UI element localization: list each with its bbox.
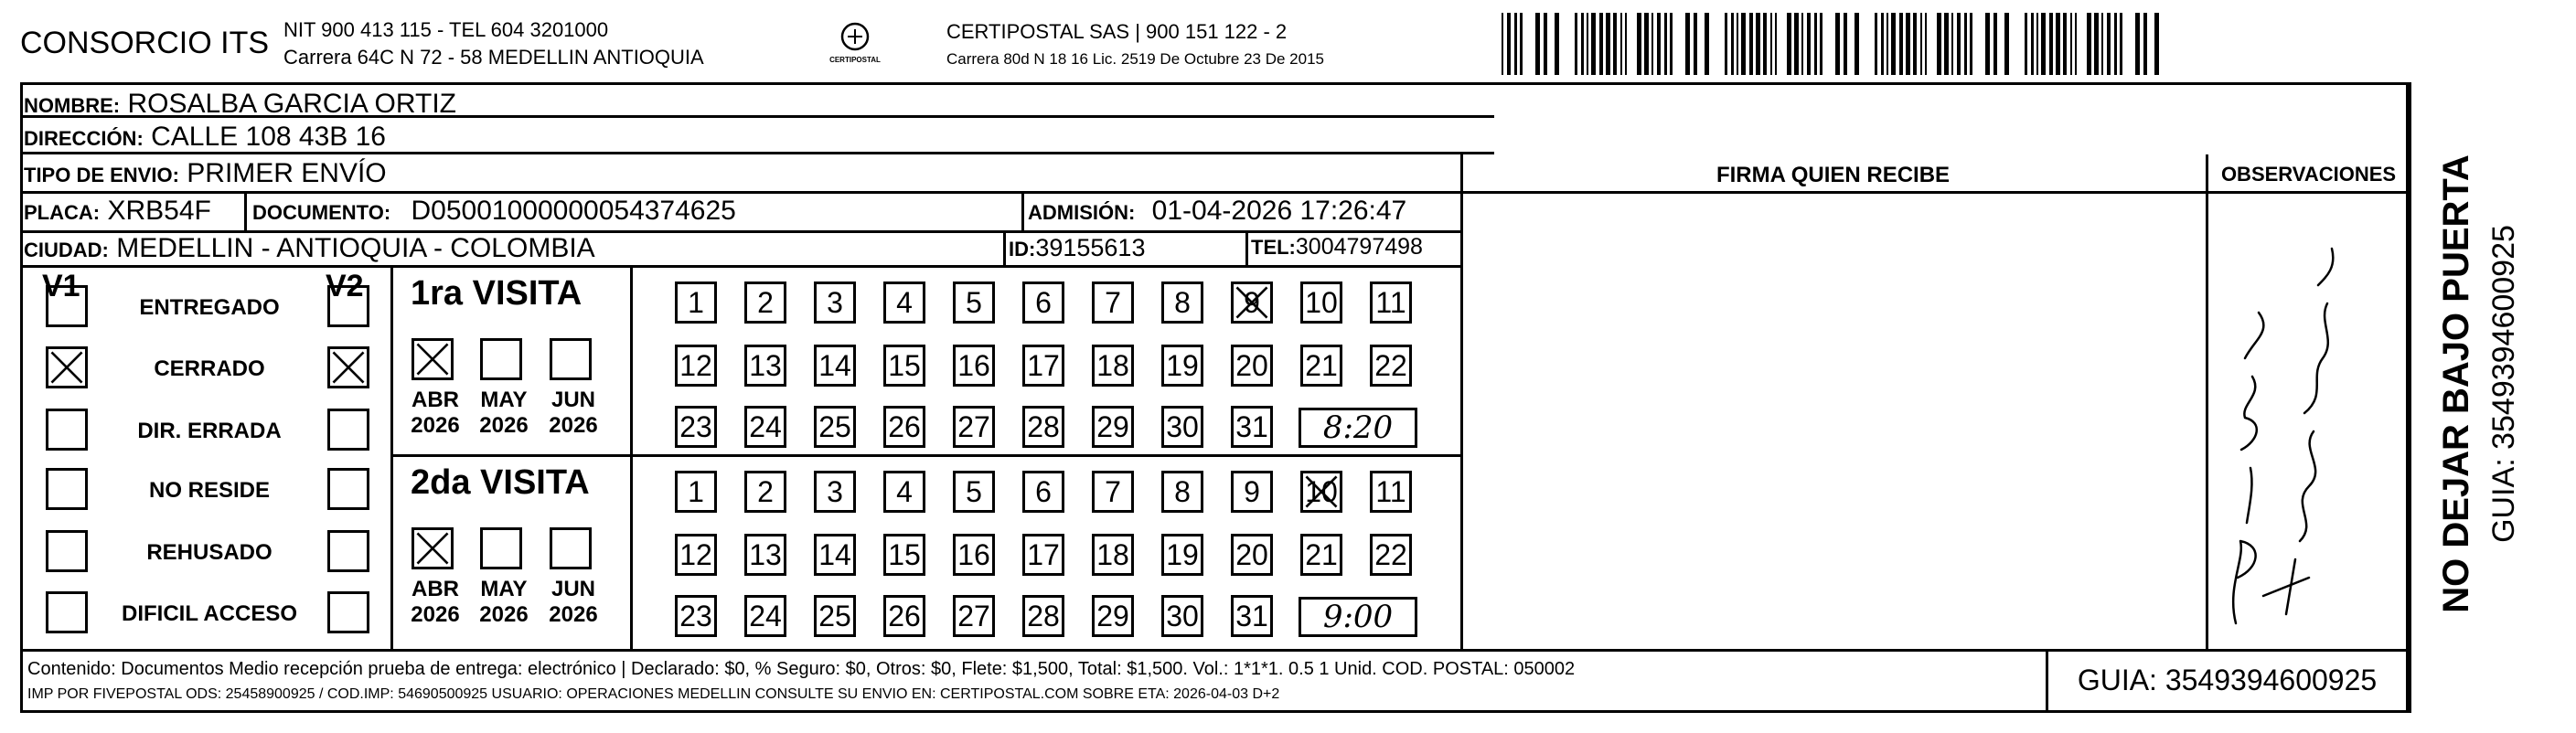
v2-check-mark — [330, 349, 367, 386]
placa-label: PLACA: — [24, 201, 101, 224]
nombre-value: ROSALBA GARCIA ORTIZ — [127, 89, 456, 119]
day-box[interactable]: 24 — [744, 595, 786, 637]
day-box[interactable]: 12 — [675, 345, 717, 387]
day-box[interactable]: 24 — [744, 406, 786, 448]
month-name: JUN — [550, 577, 595, 601]
v1-checkbox-3[interactable] — [46, 468, 88, 510]
side-guia: GUIA: 3549394600925 — [2486, 225, 2521, 543]
day-box[interactable]: 11 — [1370, 282, 1412, 324]
month-name: MAY — [480, 388, 528, 412]
day-box[interactable]: 18 — [1092, 534, 1134, 576]
month-checkbox-2[interactable] — [550, 338, 592, 380]
day-box[interactable]: 5 — [953, 282, 995, 324]
v2-checkbox-3[interactable] — [327, 468, 369, 510]
company-address: Carrera 64C N 72 - 58 MEDELLIN ANTIOQUIA — [283, 46, 704, 69]
day-box[interactable]: 6 — [1022, 471, 1064, 513]
day-box[interactable]: 19 — [1161, 534, 1203, 576]
day-box[interactable]: 1 — [675, 471, 717, 513]
day-box[interactable]: 19 — [1161, 345, 1203, 387]
tipo-envio-value: PRIMER ENVÍO — [187, 158, 387, 188]
ciudad-label: CIUDAD: — [24, 239, 109, 261]
day-box[interactable]: 10 — [1300, 282, 1342, 324]
visit-time-box[interactable]: 8:20 — [1299, 408, 1417, 448]
month-name: MAY — [480, 577, 528, 601]
month-name: ABR — [412, 577, 459, 601]
direccion-label: DIRECCIÓN: — [24, 127, 144, 150]
footer-imp: IMP POR FIVEPOSTAL ODS: 25458900925 / COD.IMP: 54690500925 USUARIO: OPERACIONES MEDELLIN CONSULTE SU ENVIO EN: CERTIPOSTAL.COM SOBRE ETA: 2026-04-03 D+2 — [27, 686, 1280, 702]
day-box[interactable]: 29 — [1092, 595, 1134, 637]
observaciones-label: OBSERVACIONES — [2220, 163, 2397, 186]
day-box[interactable]: 13 — [744, 534, 786, 576]
day-box[interactable]: 27 — [953, 595, 995, 637]
id-value: 39155613 — [1035, 234, 1146, 261]
handwritten-note-svg — [2208, 194, 2409, 649]
day-box[interactable]: 30 — [1161, 406, 1203, 448]
month-label — [403, 388, 467, 438]
reason-label: CERRADO — [154, 356, 265, 381]
month-label — [541, 388, 605, 438]
placa-value: XRB54F — [107, 196, 211, 226]
footer-guia: GUIA: 3549394600925 — [2077, 664, 2378, 696]
month-year: 2026 — [549, 601, 598, 627]
day-box[interactable]: 21 — [1300, 534, 1342, 576]
month-label — [472, 577, 536, 627]
v1-checkbox-4[interactable] — [46, 530, 88, 572]
month-year: 2026 — [549, 412, 598, 438]
month-year: 2026 — [479, 601, 529, 627]
day-box[interactable]: 31 — [1231, 406, 1273, 448]
day-box[interactable]: 8 — [1161, 471, 1203, 513]
day-box[interactable]: 25 — [814, 406, 856, 448]
day-box[interactable]: 20 — [1231, 345, 1273, 387]
day-box[interactable]: 17 — [1022, 345, 1064, 387]
certipostal-logo — [828, 18, 882, 69]
footer-contenido: Contenido: Documentos Medio recepción prueba de entrega: electrónico | Declarado: $0, % Seguro: $0, Otros: $0, Flete: $1,500, Total: $1,500. Vol.: 1*1*1. 0.5 1 Unid. COD. POSTAL: 050002 — [27, 659, 1576, 679]
v2-checkbox-0[interactable] — [327, 285, 369, 327]
direccion-value: CALLE 108 43B 16 — [151, 122, 386, 152]
day-check-mark — [1303, 473, 1340, 510]
day-check-mark — [1234, 284, 1270, 321]
day-box[interactable]: 4 — [883, 471, 925, 513]
day-box[interactable]: 22 — [1370, 534, 1412, 576]
day-box[interactable]: 29 — [1092, 406, 1134, 448]
month-check-mark — [414, 530, 451, 567]
day-box[interactable]: 31 — [1231, 595, 1273, 637]
v1-check-mark — [48, 349, 85, 386]
day-box[interactable]: 15 — [883, 534, 925, 576]
tel-label: TEL: — [1251, 236, 1296, 259]
day-box[interactable]: 7 — [1092, 282, 1134, 324]
documento-label: DOCUMENTO: — [252, 201, 391, 224]
barcode-bars — [1500, 13, 2176, 75]
month-checkbox-1[interactable] — [480, 338, 522, 380]
day-box[interactable]: 28 — [1022, 595, 1064, 637]
v1-checkbox-5[interactable] — [46, 591, 88, 633]
day-box[interactable]: 9 — [1231, 282, 1273, 324]
barcode — [1500, 13, 2176, 75]
month-checkbox-1[interactable] — [480, 527, 522, 569]
day-box[interactable]: 11 — [1370, 471, 1412, 513]
day-box[interactable]: 3 — [814, 471, 856, 513]
day-box[interactable]: 27 — [953, 406, 995, 448]
day-box[interactable]: 16 — [953, 345, 995, 387]
tel-value: 3004797498 — [1295, 234, 1423, 260]
v1-checkbox-1[interactable] — [46, 346, 88, 388]
month-label — [403, 577, 467, 627]
day-box[interactable]: 20 — [1231, 534, 1273, 576]
day-box[interactable]: 28 — [1022, 406, 1064, 448]
day-box[interactable]: 5 — [953, 471, 995, 513]
carrier-address: Carrera 80d N 18 16 Lic. 2519 De Octubre 23 De 2015 — [946, 50, 1324, 68]
visit-time-box[interactable]: 9:00 — [1299, 597, 1417, 637]
reason-label: REHUSADO — [146, 540, 273, 565]
day-box[interactable]: 21 — [1300, 345, 1342, 387]
day-box[interactable]: 7 — [1092, 471, 1134, 513]
v2-checkbox-4[interactable] — [327, 530, 369, 572]
reason-label: NO RESIDE — [148, 478, 271, 503]
day-box[interactable]: 14 — [814, 345, 856, 387]
day-box[interactable]: 26 — [883, 595, 925, 637]
day-box[interactable]: 9 — [1231, 471, 1273, 513]
day-box[interactable]: 8 — [1161, 282, 1203, 324]
v1-label: V1 — [42, 269, 80, 303]
month-label — [472, 388, 536, 438]
firma-label: FIRMA QUIEN RECIBE — [1716, 163, 1951, 187]
month-label — [541, 577, 605, 627]
day-box[interactable]: 12 — [675, 534, 717, 576]
v1-checkbox-2[interactable] — [46, 409, 88, 451]
id-label: ID: — [1009, 238, 1036, 260]
tipo-envio-label: TIPO DE ENVIO: — [24, 164, 179, 186]
day-box[interactable]: 10 — [1300, 471, 1342, 513]
reason-label: ENTREGADO — [139, 295, 280, 320]
company-name: CONSORCIO ITS — [20, 26, 270, 60]
v1-checkbox-0[interactable] — [46, 285, 88, 327]
day-box[interactable]: 14 — [814, 534, 856, 576]
company-nit: NIT 900 413 115 - TEL 604 3201000 — [283, 18, 609, 41]
v2-checkbox-1[interactable] — [327, 346, 369, 388]
month-year: 2026 — [411, 412, 460, 438]
month-name: JUN — [550, 388, 595, 412]
day-box[interactable]: 18 — [1092, 345, 1134, 387]
day-box[interactable]: 26 — [883, 406, 925, 448]
month-year: 2026 — [411, 601, 460, 627]
day-box[interactable]: 23 — [675, 595, 717, 637]
month-checkbox-0[interactable] — [412, 527, 454, 569]
no-dejar-bajo-puerta: NO DEJAR BAJO PUERTA — [2436, 154, 2476, 613]
nombre-label: NOMBRE: — [24, 94, 121, 117]
v2-checkbox-2[interactable] — [327, 409, 369, 451]
day-box[interactable]: 1 — [675, 282, 717, 324]
month-checkbox-2[interactable] — [550, 527, 592, 569]
visit-title: 2da VISITA — [411, 463, 590, 502]
month-checkbox-0[interactable] — [412, 338, 454, 380]
admision-label: ADMISIÓN: — [1028, 201, 1136, 224]
observaciones-note — [2208, 194, 2409, 649]
day-box[interactable]: 22 — [1370, 345, 1412, 387]
reason-label: DIR. ERRADA — [137, 419, 282, 443]
admision-value: 01-04-2026 17:26:47 — [1151, 196, 1407, 226]
day-box[interactable]: 13 — [744, 345, 786, 387]
day-box[interactable]: 23 — [675, 406, 717, 448]
month-name: ABR — [412, 388, 459, 412]
ciudad-value: MEDELLIN - ANTIOQUIA - COLOMBIA — [116, 233, 595, 263]
carrier-name: CERTIPOSTAL SAS | 900 151 122 - 2 — [946, 20, 1288, 43]
day-box[interactable]: 3 — [814, 282, 856, 324]
logo-text: CERTIPOSTAL — [829, 56, 881, 64]
documento-value: D05001000000054374625 — [411, 196, 736, 226]
day-box[interactable]: 4 — [883, 282, 925, 324]
day-box[interactable]: 15 — [883, 345, 925, 387]
day-box[interactable]: 6 — [1022, 282, 1064, 324]
v2-checkbox-5[interactable] — [327, 591, 369, 633]
day-box[interactable]: 17 — [1022, 534, 1064, 576]
day-box[interactable]: 25 — [814, 595, 856, 637]
visit-title: 1ra VISITA — [411, 274, 583, 313]
day-box[interactable]: 2 — [744, 471, 786, 513]
day-box[interactable]: 2 — [744, 282, 786, 324]
reason-label: DIFICIL ACCESO — [121, 601, 297, 626]
day-box[interactable]: 30 — [1161, 595, 1203, 637]
month-year: 2026 — [479, 412, 529, 438]
v2-label: V2 — [326, 269, 364, 303]
day-box[interactable]: 16 — [953, 534, 995, 576]
month-check-mark — [414, 341, 451, 377]
